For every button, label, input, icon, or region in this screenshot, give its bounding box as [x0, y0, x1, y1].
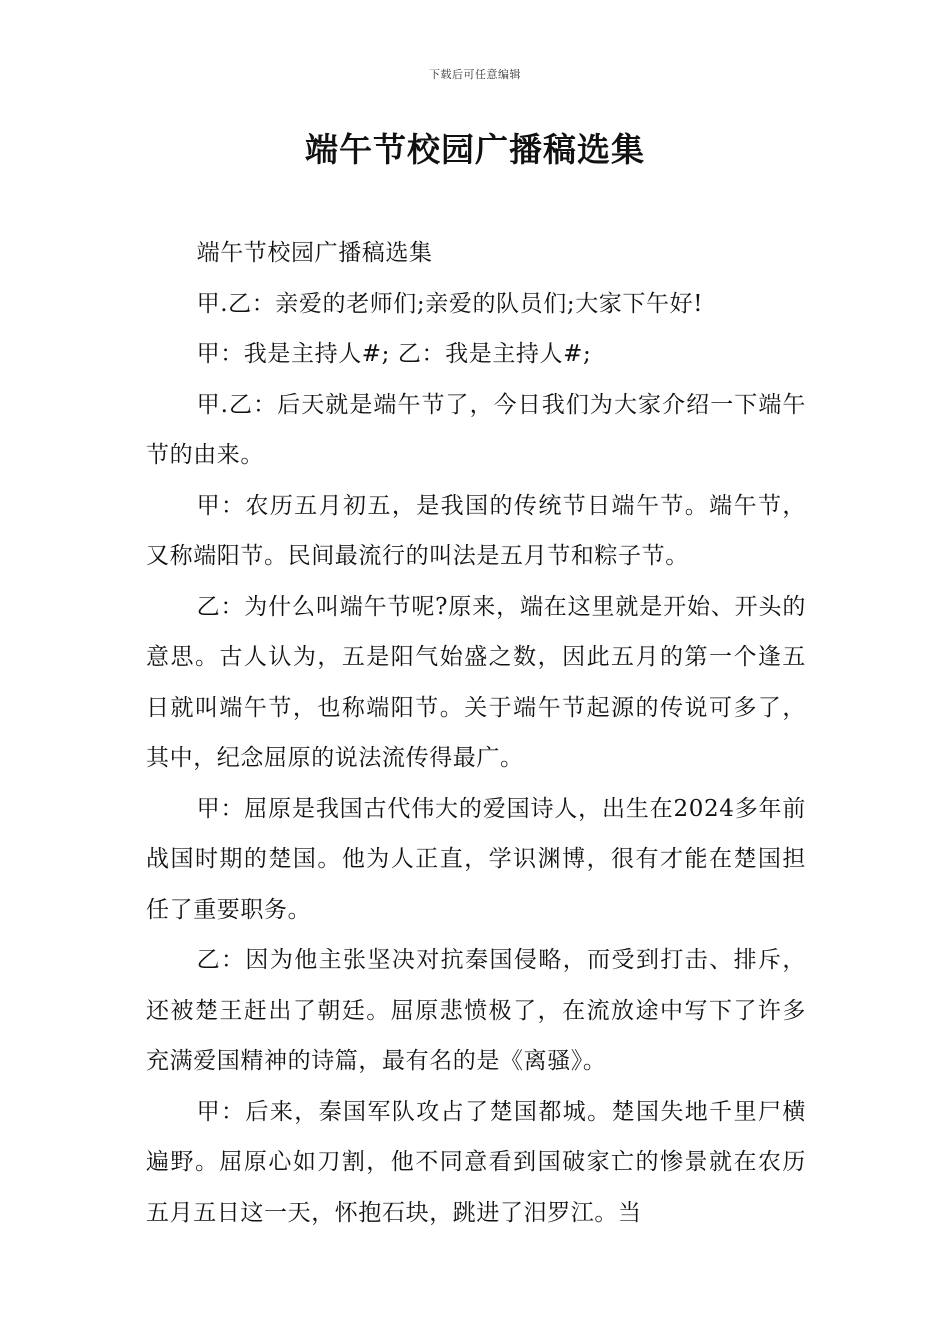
paragraph-qu-yuan-exile: 乙：因为他主张坚决对抗秦国侵略，而受到打击、排斥，还被楚王赶出了朝廷。屈原悲愤极了，在流放途中写下了许多充满爱国精神的诗篇，最有名的是《离骚》。	[146, 947, 806, 1074]
paragraph-festival-date: 甲：农历五月初五，是我国的传统节日端午节。端午节，又称端阳节。民间最流行的叫法是五月节和粽子节。	[146, 492, 806, 569]
paragraph-host-intro: 甲：我是主持人#; 乙：我是主持人#;	[196, 341, 592, 367]
document-body	[146, 228, 806, 1238]
paragraph-topic-intro: 甲.乙：后天就是端午节了，今日我们为大家介绍一下端午节的由来。	[146, 391, 806, 468]
document-title: 端午节校园广播稿选集	[305, 130, 645, 169]
paragraph-name-origin: 乙：为什么叫端午节呢?原来，端在这里就是开始、开头的意思。古人认为，五是阳气始盛之数，因此五月的第一个逢五日就叫端午节，也称端阳节。关于端午节起源的传说可多了，其中，纪念屈原的说法流传得最广。	[146, 593, 806, 771]
paragraph-qu-yuan-bio: 甲：屈原是我国古代伟大的爱国诗人，出生在2024多年前战国时期的楚国。他为人正直，学识渊博，很有才能在楚国担任了重要职务。	[146, 795, 806, 923]
paragraph-greeting: 甲.乙：亲爱的老师们;亲爱的队员们;大家下午好!	[196, 290, 704, 317]
paragraph-qu-yuan-death: 甲：后来，秦国军队攻占了楚国都城。楚国失地千里尸横遍野。屈原心如刀割，他不同意看到国破家亡的惨景就在农历五月五日这一天，怀抱石块，跳进了汨罗江。当	[146, 1098, 806, 1226]
header-note: 下载后可任意编辑	[429, 68, 521, 81]
paragraph-subtitle: 端午节校园广播稿选集	[196, 240, 433, 266]
